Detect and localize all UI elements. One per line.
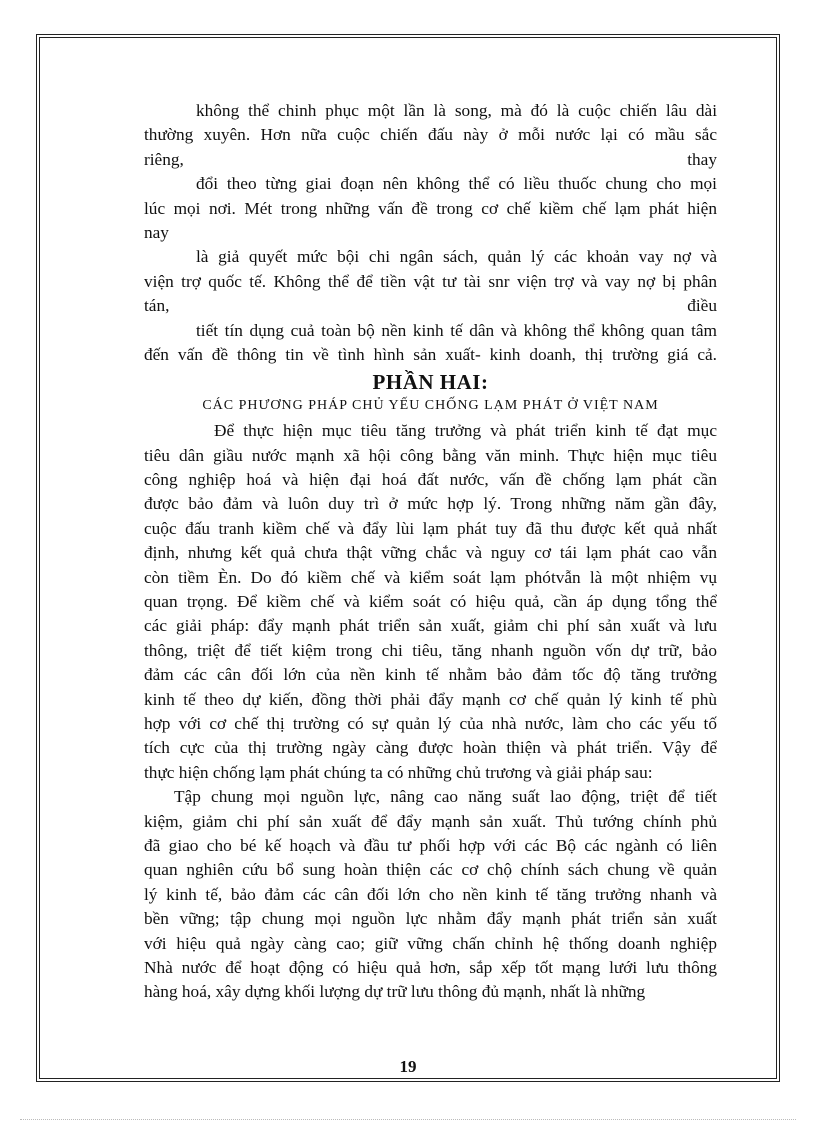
text-line: viện trợ quốc tế. Không thể để tiền vật tư tài snr viện trợ và vay nợ bị phân bbox=[144, 271, 717, 291]
part-title: PHẦN HAI: bbox=[372, 370, 489, 395]
text-line: tiêu dân giầu nước mạnh xã hội công bằng văn minh. Thực hiện mục tiêu bbox=[144, 445, 717, 465]
text-line: không thể chinh phục một lần là song, mà đó là cuộc chiến lâu dài bbox=[196, 101, 717, 120]
text-line: tiết tín dụng cuả toàn bộ nền kinh tế dân và không thể không quan tâm bbox=[196, 320, 717, 340]
text-line: đã giao cho bé kế hoạch và đầu tư phối hợp với các Bộ các ngành có liên bbox=[144, 835, 717, 855]
text-line: lúc mọi nơi. Mét trong những vấn đề trong cơ chế kiềm chế lạm phát hiện bbox=[144, 198, 717, 218]
part-subtitle: CÁC PHƯƠNG PHÁP CHỦ YẾU CHỐNG LẠM PHÁT Ở VIỆT NAM bbox=[202, 398, 659, 414]
text-line: kiệm, giảm chi phí sản xuất để đẩy mạnh sản xuất. Thủ tướng chính phủ bbox=[144, 811, 717, 831]
text-line: bền vững; tập chung mọi nguồn lực nhằm đẩy mạnh phát triển sản xuất bbox=[144, 909, 717, 929]
page-number: 19 bbox=[399, 1057, 417, 1076]
text-fragment: riêng, bbox=[144, 149, 184, 169]
text-line: tích cực của thị trường ngày càng được hoàn thiện và phát triển. Vậy để bbox=[144, 738, 717, 758]
text-line: Để thực hiện mục tiêu tăng trưởng và phát triển kinh tế đạt mục bbox=[214, 421, 717, 441]
text-line: quan trọng. Để kiềm chế và kiểm soát có hiệu quả, cần áp dụng tổng thể bbox=[144, 592, 717, 612]
text-line: còn tiềm Èn. Do đó kiềm chế và kiểm soát lạm phótvẫn là một nhiệm vụ bbox=[144, 567, 717, 587]
text-line: Tập chung mọi nguồn lực, nâng cao năng suất lao động, triệt để tiết bbox=[174, 787, 717, 807]
text-line: đổi theo từng giai đoạn nên không thể có liều thuốc chung cho mọi bbox=[196, 174, 717, 194]
text-fragment: tán, bbox=[144, 296, 170, 316]
text-line: các giải pháp: đẩy mạnh phát triển sản xuất, giảm chi phí sản xuất và lưu bbox=[144, 616, 717, 636]
text-line: quan nghiên cứu bổ sung hoàn thiện các cơ chộ chính sách chung về quản bbox=[144, 860, 717, 880]
text-line: với hiệu quả ngày càng cao; giữ vững chấn chỉnh hệ thống doanh nghiệp bbox=[144, 933, 717, 953]
text-line: cuộc đấu tranh kiềm chế và đẩy lùi lạm phát tuy đã thu được kết quả nhất bbox=[144, 518, 717, 538]
text-fragment: điều bbox=[687, 296, 717, 316]
text-line: công nghiệp hoá và hiện đại hoá đất nước, vấn đề chống lạm phát cần bbox=[144, 470, 717, 490]
footer-divider bbox=[20, 1119, 796, 1120]
text-line bbox=[144, 294, 717, 318]
text-line: lý kinh tế, bảo đảm các cân đối lớn cho nền kinh tế tăng trưởng nhanh và bbox=[144, 884, 717, 904]
text-line: nay bbox=[144, 222, 169, 242]
text-line: đảm các cân đối lớn của nền kinh tế nhằm bảo đảm tốc độ tăng trưởng bbox=[144, 665, 717, 685]
text-line: đến vấn đề thông tin về tình hình sản xuất- kinh doanh, thị trường giá cả. bbox=[144, 344, 717, 364]
text-line: định, nhưng kết quả chưa thật vững chắc và nguy cơ tái lạm phát cao vẫn bbox=[144, 543, 717, 563]
text-fragment: thay bbox=[687, 149, 717, 169]
text-line: thông, triệt để tiết kiệm trong chi tiêu, tăng nhanh nguồn vốn dự trữ, bảo bbox=[144, 640, 717, 660]
text-line: được bảo đảm và luôn duy trì ở mức hợp lý. Trong những năm gần đây, bbox=[144, 494, 717, 514]
text-line: kinh tế theo dự kiến, đồng thời phải đẩy mạnh cơ chế quản lý kinh tế phù bbox=[144, 689, 717, 709]
text-line: thực hiện chống lạm phát chúng ta có những chủ trương và giải pháp sau: bbox=[144, 762, 653, 782]
text-line: hàng hoá, xây dựng khối lượng dự trữ lưu thông đủ mạnh, nhất là những bbox=[144, 982, 646, 1002]
text-line: là giả quyết mức bội chi ngân sách, quản lý các khoản vay nợ và bbox=[196, 247, 717, 267]
text-line bbox=[144, 148, 717, 172]
text-line: Nhà nước để hoạt động có hiệu quả hơn, sắp xếp tốt mạng lưới lưu thông bbox=[144, 957, 717, 977]
text-line: hợp với cơ chế thị trường có sự quản lý của nhà nước, làm cho các yếu tố bbox=[144, 713, 717, 733]
text-line: thường xuyên. Hơn nữa cuộc chiến đấu này ở mỗi nước lại có mầu sắc bbox=[144, 125, 717, 145]
document-body bbox=[144, 99, 717, 1005]
